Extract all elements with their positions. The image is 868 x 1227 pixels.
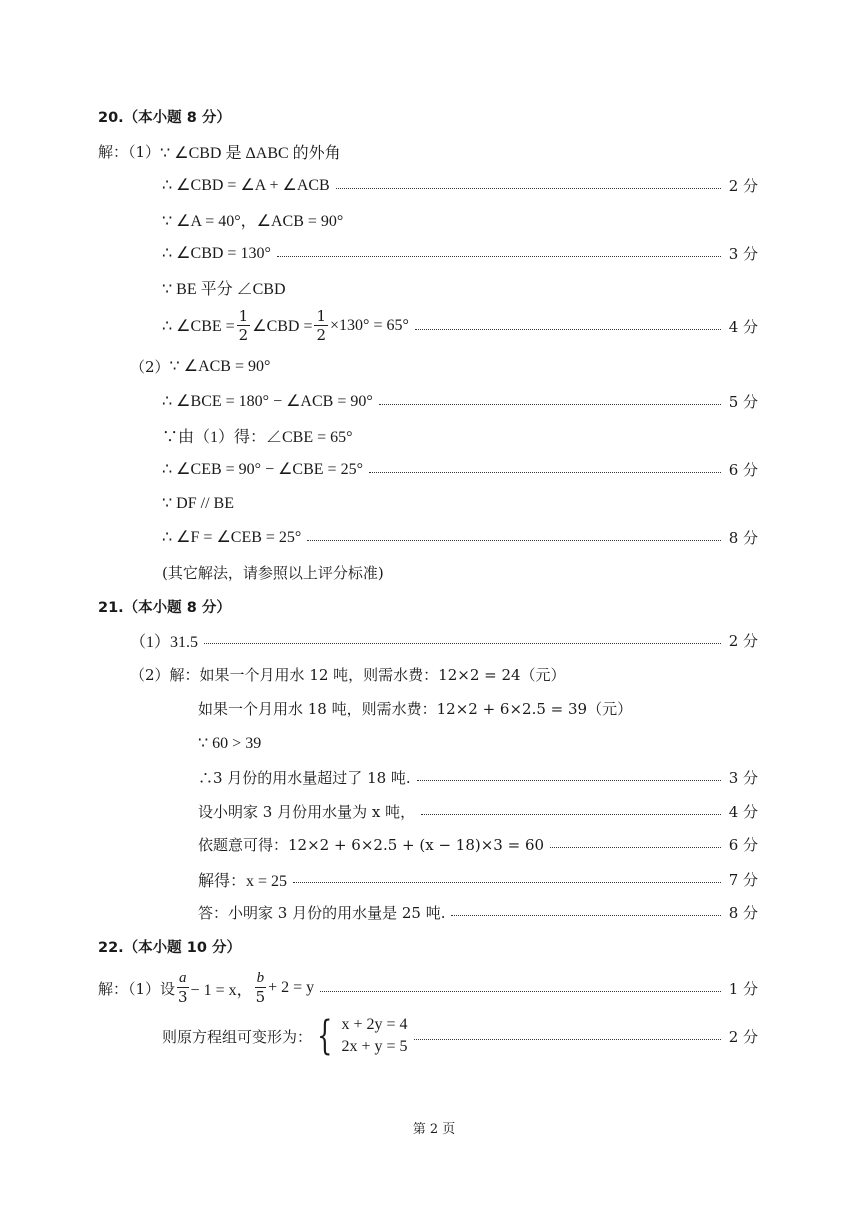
dotted-leader [307,540,720,541]
score-label: 7 分 [728,870,758,889]
q20-step-6a: ∴ ∠CBE = [162,318,235,335]
q20-step-9: ∵由（1）得：∠CBE = 65° [162,428,353,446]
equation-system [312,1014,408,1057]
fraction-denominator: 2 [316,326,327,344]
q21-part2-line-8 [198,900,758,924]
q21-heading: 21.（本小题 8 分） [98,599,231,616]
q20-part2-prefix: （2） [130,357,170,376]
q22-step-1-prefix: 解：（1）设 [98,979,176,998]
score-label: 3 分 [728,768,758,787]
score-label: 2 分 [728,1027,758,1046]
q20-line-3 [162,207,343,231]
dotted-leader [336,188,721,189]
q20-part1-prefix: 解：（1） [98,142,161,161]
score-label: 2 分 [728,631,758,650]
q20-line-4 [162,241,758,265]
q22-step-1-end: + 2 = y [268,979,315,996]
q21-part2-line-5 [198,799,758,823]
q20-step-3: ∵ ∠A = 40°，∠ACB = 90° [162,212,344,230]
dotted-leader [369,472,721,473]
dotted-leader [421,814,721,815]
q21-part2-line-6 [198,832,758,856]
q20-line-8 [162,389,758,413]
fraction [177,971,189,1005]
q22-line-2 [162,1012,758,1060]
q20-line-1 [98,139,341,163]
q20-step-7: ∵ ∠ACB = 90° [169,358,271,375]
dotted-leader [417,780,721,781]
q20-step-6b: ∠CBD = [252,318,313,335]
fraction-denominator: 3 [178,988,188,1006]
q21-part2-line-2: 如果一个月用水 18 吨，则需水费：12×2 + 6×2.5 = 39（元） [198,699,633,718]
q20-heading: 20.（本小题 8 分） [98,109,231,126]
fraction [255,971,267,1005]
q21-part2-line-4 [198,765,758,789]
dotted-leader [204,643,721,644]
fraction-numerator: 1 [316,307,327,325]
fraction-numerator: 1 [238,307,249,325]
score-label: 4 分 [728,802,758,821]
q21-step-4: ∴3 月份的用水量超过了 18 吨. [198,768,411,787]
q21-part1-answer: （1）31.5 [130,633,199,651]
q20-step-11: ∵ DF // BE [162,495,234,512]
q20-line-6 [162,306,758,346]
q20-line-10 [162,457,758,481]
dotted-leader [451,915,720,916]
q20-step-10: ∴ ∠CEB = 90° − ∠CBE = 25° [162,461,363,478]
dotted-leader [379,404,721,405]
fraction-numerator: b [256,970,265,986]
q21-step-8: 答：小明家 3 月份的用水量是 25 吨. [198,903,446,922]
q20-step-1: ∵ ∠CBD 是 ΔABC 的外角 [160,144,341,162]
q20-line-5 [162,275,286,299]
q20-step-12: ∴ ∠F = ∠CEB = 25° [162,529,302,546]
score-label: 4 分 [728,317,758,336]
score-label: 1 分 [728,979,758,998]
score-label: 6 分 [728,835,758,854]
page-number: 第 2 页 [412,1122,456,1137]
score-label: 3 分 [728,244,758,263]
dotted-leader [550,847,721,848]
q21-step-7: 解得：x = 25 [198,872,288,890]
score-label: 8 分 [728,903,758,922]
fraction [314,309,328,343]
q22-line-1 [98,966,758,1010]
q21-step-5: 设小明家 3 月份用水量为 x 吨， [198,802,416,821]
q20-line-7 [130,354,270,378]
score-label: 8 分 [728,528,758,547]
equation-2: 2x + y = 5 [341,1038,408,1055]
left-brace-icon: { [317,1013,333,1059]
q20-step-2: ∴ ∠CBD = ∠A + ∠ACB [162,177,330,194]
fraction [237,309,251,343]
q21-step-6: 依题意可得：12×2 + 6×2.5 + (x − 18)×3 = 60 [198,835,545,854]
q22-step-2-prefix: 则原方程组可变形为： [162,1027,313,1046]
dotted-leader [320,991,721,992]
q20-step-6c: ×130° = 65° [330,317,409,334]
q21-part2-line-3: ∵ 60 > 39 [198,735,262,752]
q22-heading: 22.（本小题 10 分） [98,939,241,956]
dotted-leader [277,256,721,257]
score-label: 6 分 [728,460,758,479]
dotted-leader [293,882,721,883]
score-label: 2 分 [728,176,758,195]
q21-part1 [130,628,758,652]
q21-part2-line-7 [198,867,758,891]
fraction-denominator: 5 [255,988,266,1006]
q21-part2-line-1: （2）解：如果一个月用水 12 吨，则需水费：12×2 = 24（元） [130,665,566,684]
equation-1: x + 2y = 4 [341,1016,408,1034]
q20-note: (其它解法，请参照以上评分标准) [162,563,384,582]
q22-step-1-mid: − 1 = x， [190,981,253,999]
q20-step-8: ∴ ∠BCE = 180° − ∠ACB = 90° [162,393,373,410]
score-label: 5 分 [728,392,758,411]
fraction-numerator: a [179,970,187,986]
fraction-denominator: 2 [238,326,249,344]
q20-line-11 [162,491,234,515]
dotted-leader [414,1039,721,1040]
q20-step-4: ∴ ∠CBD = 130° [162,245,271,262]
dotted-leader [415,329,721,330]
q20-line-2 [162,173,758,197]
q20-step-5: ∵ BE 平分 ∠CBD [162,280,286,298]
q20-line-9 [162,423,353,447]
q20-line-12 [162,525,758,549]
